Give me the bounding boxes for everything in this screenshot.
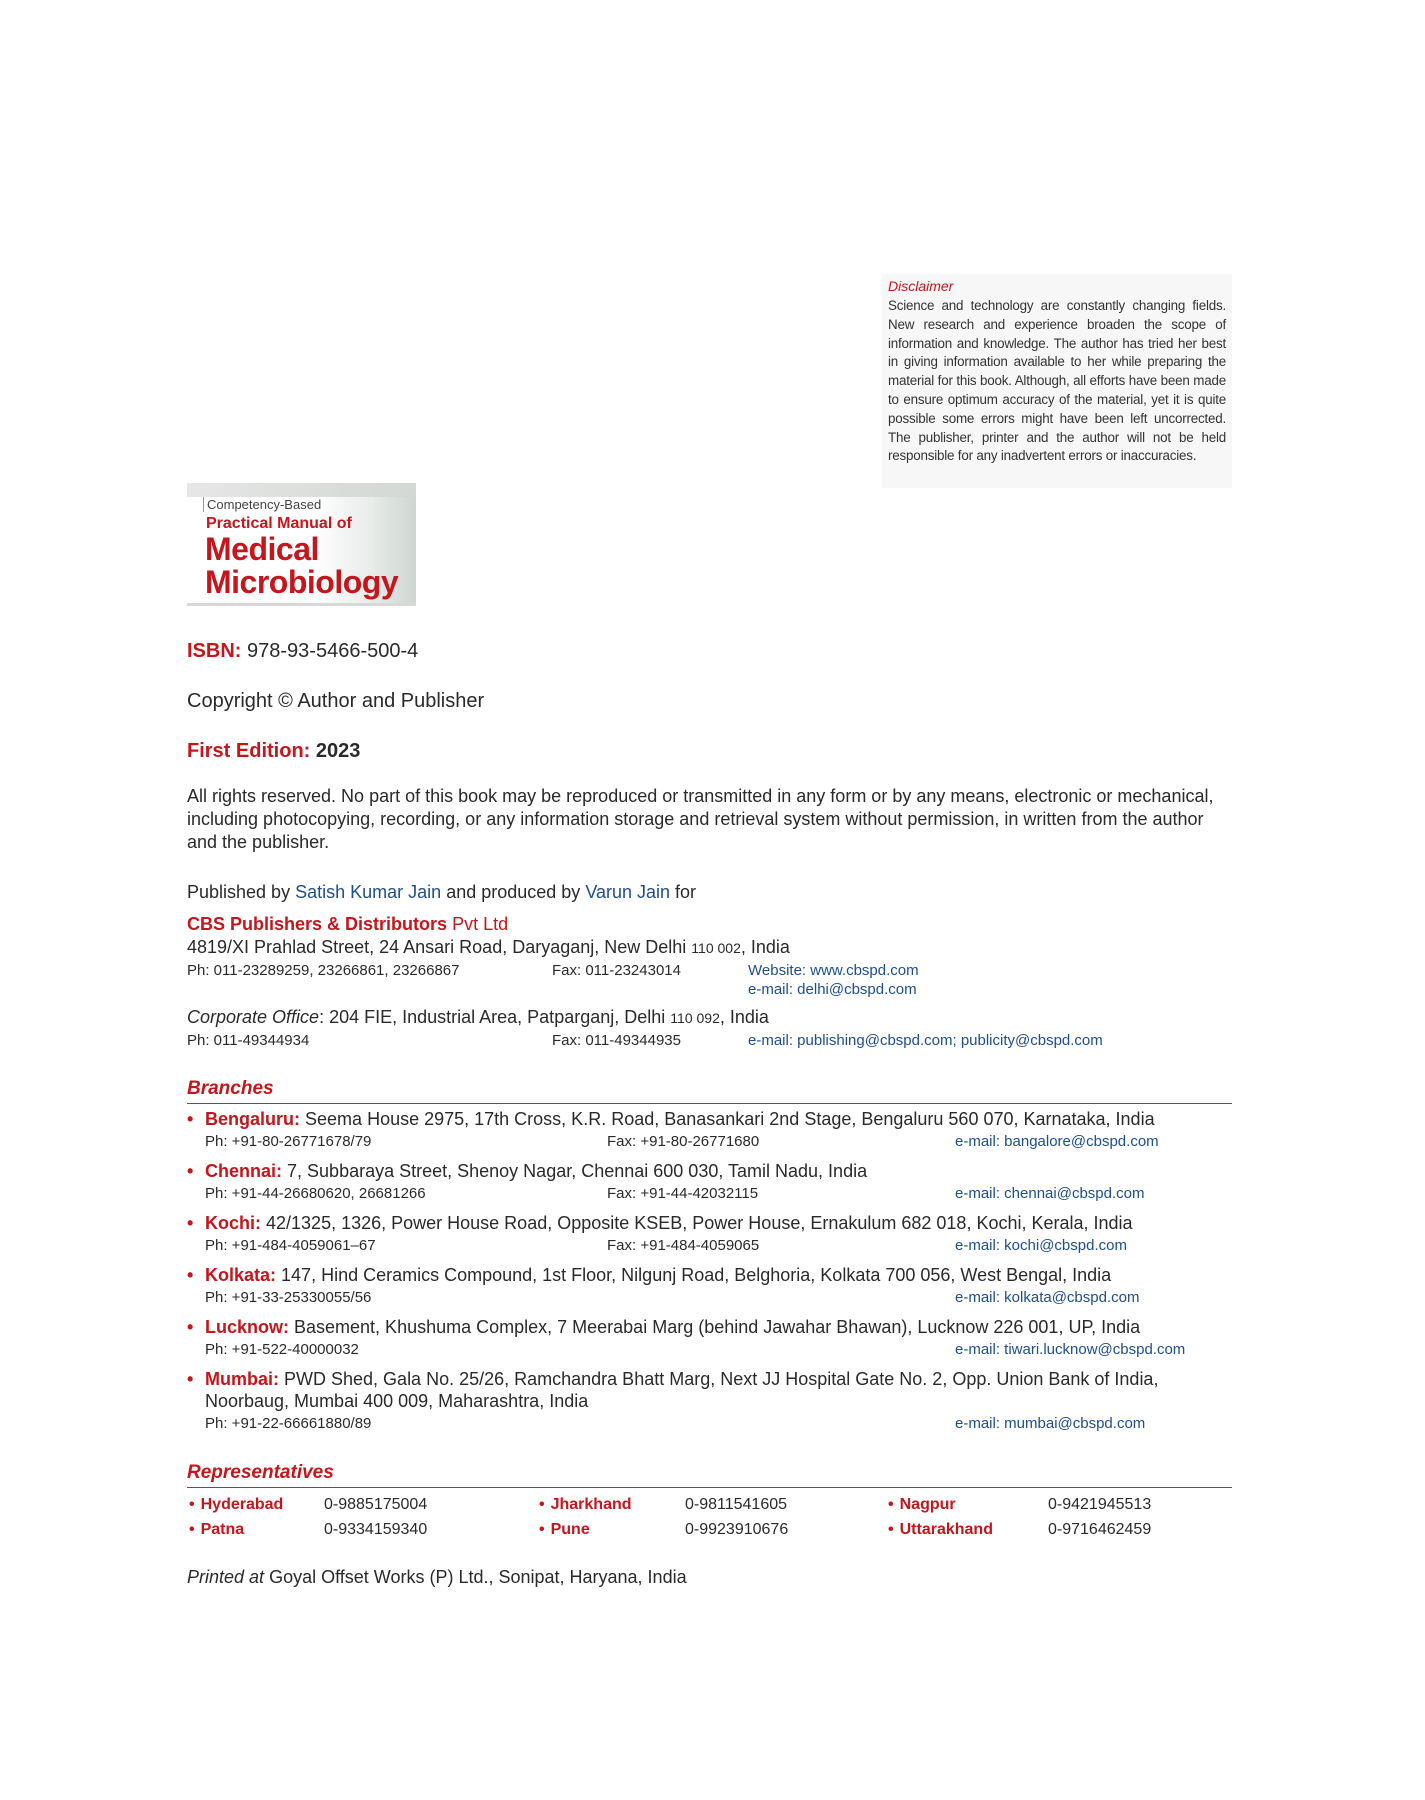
company-fax: Fax: 011-23243014	[552, 962, 681, 979]
branch-email-link[interactable]: e-mail: kochi@cbspd.com	[955, 1237, 1127, 1254]
branch-contacts	[187, 1237, 1247, 1257]
rep-name: Hyderabad	[200, 1496, 284, 1513]
rep-nagpur	[888, 1496, 1152, 1514]
representatives-divider	[187, 1487, 1232, 1488]
branches-divider	[187, 1103, 1232, 1104]
branch-address-line	[187, 1264, 1247, 1286]
branch-chennai	[187, 1160, 1247, 1205]
bullet: •	[187, 1317, 194, 1337]
book-cover-logo	[187, 483, 416, 606]
branch-kolkata	[187, 1264, 1247, 1309]
bullet: •	[187, 1161, 194, 1181]
printed-value: Goyal Offset Works (P) Ltd., Sonipat, Haryana, India	[269, 1567, 687, 1587]
branch-address-line	[187, 1108, 1247, 1130]
branch-contacts	[187, 1341, 1247, 1361]
edition-value: 2023	[315, 740, 361, 762]
company-country: , India	[740, 937, 790, 957]
corporate-street: : 204 FIE, Industrial Area, Patparganj, Delhi	[319, 1007, 666, 1027]
branch-address: 42/1325, 1326, Power House Road, Opposite KSEB, Power House, Ernakulum 682 018, Kochi, Kerala, India	[266, 1213, 1133, 1233]
branch-address-line	[187, 1212, 1247, 1234]
branch-city: Lucknow:	[205, 1317, 289, 1337]
branch-fax: Fax: +91-44-42032115	[607, 1185, 759, 1202]
cover-line-1: Competency-Based	[203, 497, 321, 512]
branch-city: Kolkata:	[205, 1265, 277, 1285]
bullet: •	[539, 1521, 545, 1538]
isbn-label: ISBN:	[187, 640, 242, 662]
disclaimer-text: Science and technology are constantly changing fields. New research and experience broaden the scope of information and knowledge. The author has tried her best in giving information available to her while preparing the material for this book. Although, all efforts have been made to ensure optimum accuracy of the material, yet it is quite possible some errors might have been left uncorrected. The publisher, printer and the author will not be held responsible for any inadvertent errors or inaccuracies.	[888, 298, 1226, 464]
company-website-link[interactable]: Website: www.cbspd.com	[748, 962, 919, 979]
cover-line-4: Microbiology	[205, 564, 399, 600]
branch-fax: Fax: +91-80-26771680	[607, 1133, 760, 1150]
corporate-email-link[interactable]: e-mail: publishing@cbspd.com; publicity@cbspd.com	[748, 1032, 1103, 1049]
rep-hyderabad	[189, 1496, 428, 1514]
bullet: •	[888, 1496, 894, 1513]
corporate-country: , India	[719, 1007, 769, 1027]
rights-statement: All rights reserved. No part of this book may be reproduced or transmitted in any form or by any means, electronic or mechanical, including photocopying, recording, or any information storage and retrieval system without permission, in written from the author and the publisher.	[187, 786, 1214, 852]
disclaimer-box	[882, 274, 1232, 488]
branch-fax: Fax: +91-484-4059065	[607, 1237, 760, 1254]
branch-bengaluru	[187, 1108, 1247, 1153]
rep-uttarakhand	[888, 1521, 1152, 1539]
bullet: •	[187, 1369, 194, 1389]
branch-email-link[interactable]: e-mail: chennai@cbspd.com	[955, 1185, 1145, 1202]
edition-label: First Edition:	[187, 740, 311, 762]
disclaimer-title: Disclaimer	[888, 278, 954, 294]
printed-label: Printed at	[187, 1567, 265, 1587]
rep-phone: 0-9885175004	[324, 1496, 428, 1513]
bullet: •	[888, 1521, 894, 1538]
company-email-link[interactable]: e-mail: delhi@cbspd.com	[748, 981, 917, 998]
rep-name: Uttarakhand	[899, 1521, 993, 1538]
branch-kochi	[187, 1212, 1247, 1257]
branch-phone: Ph: +91-22-66661880/89	[205, 1415, 372, 1432]
cover-line-2: Practical Manual of	[206, 515, 352, 532]
bullet: •	[187, 1265, 194, 1285]
branch-contacts	[187, 1133, 1247, 1153]
printed-line	[187, 1567, 687, 1588]
published-middle: and produced by	[446, 882, 581, 902]
branch-city: Kochi:	[205, 1213, 261, 1233]
branch-email-link[interactable]: e-mail: kolkata@cbspd.com	[955, 1289, 1140, 1306]
corporate-phone: Ph: 011-49344934	[187, 1032, 310, 1049]
branch-phone: Ph: +91-33-25330055/56	[205, 1289, 372, 1306]
branch-contacts	[187, 1185, 1247, 1205]
branch-address-line	[187, 1160, 1247, 1182]
rep-phone: 0-9334159340	[324, 1521, 428, 1538]
branch-address: 7, Subbaraya Street, Shenoy Nagar, Chennai 600 030, Tamil Nadu, India	[287, 1161, 868, 1181]
corporate-address	[187, 1007, 769, 1028]
branch-contacts	[187, 1415, 1247, 1435]
cover-line-3: Medical	[205, 531, 319, 567]
published-line	[187, 882, 696, 903]
bullet: •	[187, 1109, 194, 1129]
branch-contacts	[187, 1289, 1247, 1309]
rep-name: Patna	[200, 1521, 245, 1538]
rep-phone: 0-9421945513	[1048, 1496, 1152, 1513]
branch-city: Bengaluru:	[205, 1109, 301, 1129]
corporate-label: Corporate Office	[187, 1007, 320, 1027]
company-name: CBS Publishers & Distributors	[187, 914, 448, 934]
copyright-line: Copyright © Author and Publisher	[187, 690, 485, 712]
company-phone: Ph: 011-23289259, 23266861, 23266867	[187, 962, 460, 979]
rep-name: Pune	[550, 1521, 590, 1538]
branches-title: Branches	[187, 1078, 274, 1099]
branch-mumbai	[187, 1368, 1247, 1435]
branch-phone: Ph: +91-80-26771678/79	[205, 1133, 372, 1150]
isbn-line	[187, 640, 418, 663]
company-street: 4819/XI Prahlad Street, 24 Ansari Road, Daryaganj, New Delhi	[187, 937, 687, 957]
branch-email-link[interactable]: e-mail: mumbai@cbspd.com	[955, 1415, 1146, 1432]
branch-phone: Ph: +91-484-4059061–67	[205, 1237, 376, 1254]
bullet: •	[187, 1213, 194, 1233]
producer-name: Varun Jain	[585, 882, 671, 902]
branch-address: Seema House 2975, 17th Cross, K.R. Road, Banasankari 2nd Stage, Bengaluru 560 070, Karnataka, India	[305, 1109, 1155, 1129]
bullet: •	[189, 1496, 195, 1513]
cover-top-bar	[187, 483, 416, 497]
corporate-pin: 110 092	[670, 1010, 720, 1026]
published-suffix: for	[675, 882, 697, 902]
publisher-name: Satish Kumar Jain	[295, 882, 442, 902]
branch-address: 147, Hind Ceramics Compound, 1st Floor, Nilgunj Road, Belghoria, Kolkata 700 056, West Bengal, India	[281, 1265, 1112, 1285]
rep-phone: 0-9716462459	[1048, 1521, 1152, 1538]
company-address	[187, 937, 790, 958]
branch-address: Basement, Khushuma Complex, 7 Meerabai Marg (behind Jawahar Bhawan), Lucknow 226 001, UP, India	[294, 1317, 1141, 1337]
company-suffix: Pvt Ltd	[452, 914, 509, 934]
rep-name: Jharkhand	[550, 1496, 632, 1513]
corporate-fax: Fax: 011-49344935	[552, 1032, 681, 1049]
branch-email-link[interactable]: e-mail: tiwari.lucknow@cbspd.com	[955, 1341, 1186, 1358]
rep-patna	[189, 1521, 428, 1539]
branch-phone: Ph: +91-44-26680620, 26681266	[205, 1185, 426, 1202]
branch-address-line	[187, 1316, 1247, 1338]
bullet: •	[189, 1521, 195, 1538]
branch-city: Chennai:	[205, 1161, 283, 1181]
isbn-value: 978-93-5466-500-4	[247, 640, 419, 662]
rep-jharkhand	[539, 1496, 788, 1514]
company-pin: 110 002	[691, 940, 741, 956]
rep-pune	[539, 1521, 789, 1539]
branch-city: Mumbai:	[205, 1369, 279, 1389]
branch-lucknow	[187, 1316, 1247, 1361]
rep-name: Nagpur	[899, 1496, 956, 1513]
bullet: •	[539, 1496, 545, 1513]
company-name-line	[187, 914, 508, 935]
edition-line	[187, 740, 360, 763]
rep-phone: 0-9923910676	[685, 1521, 789, 1538]
representatives-title: Representatives	[187, 1462, 334, 1483]
published-prefix: Published by	[187, 882, 291, 902]
branch-email-link[interactable]: e-mail: bangalore@cbspd.com	[955, 1133, 1159, 1150]
branch-address-line	[187, 1368, 1225, 1412]
rep-phone: 0-9811541605	[685, 1496, 788, 1513]
branch-address: PWD Shed, Gala No. 25/26, Ramchandra Bhatt Marg, Next JJ Hospital Gate No. 2, Opp. Union Bank of India, Noorbaug, Mumbai 400 009, Maharashtra, India	[205, 1369, 1159, 1411]
branch-phone: Ph: +91-522-40000032	[205, 1341, 359, 1358]
